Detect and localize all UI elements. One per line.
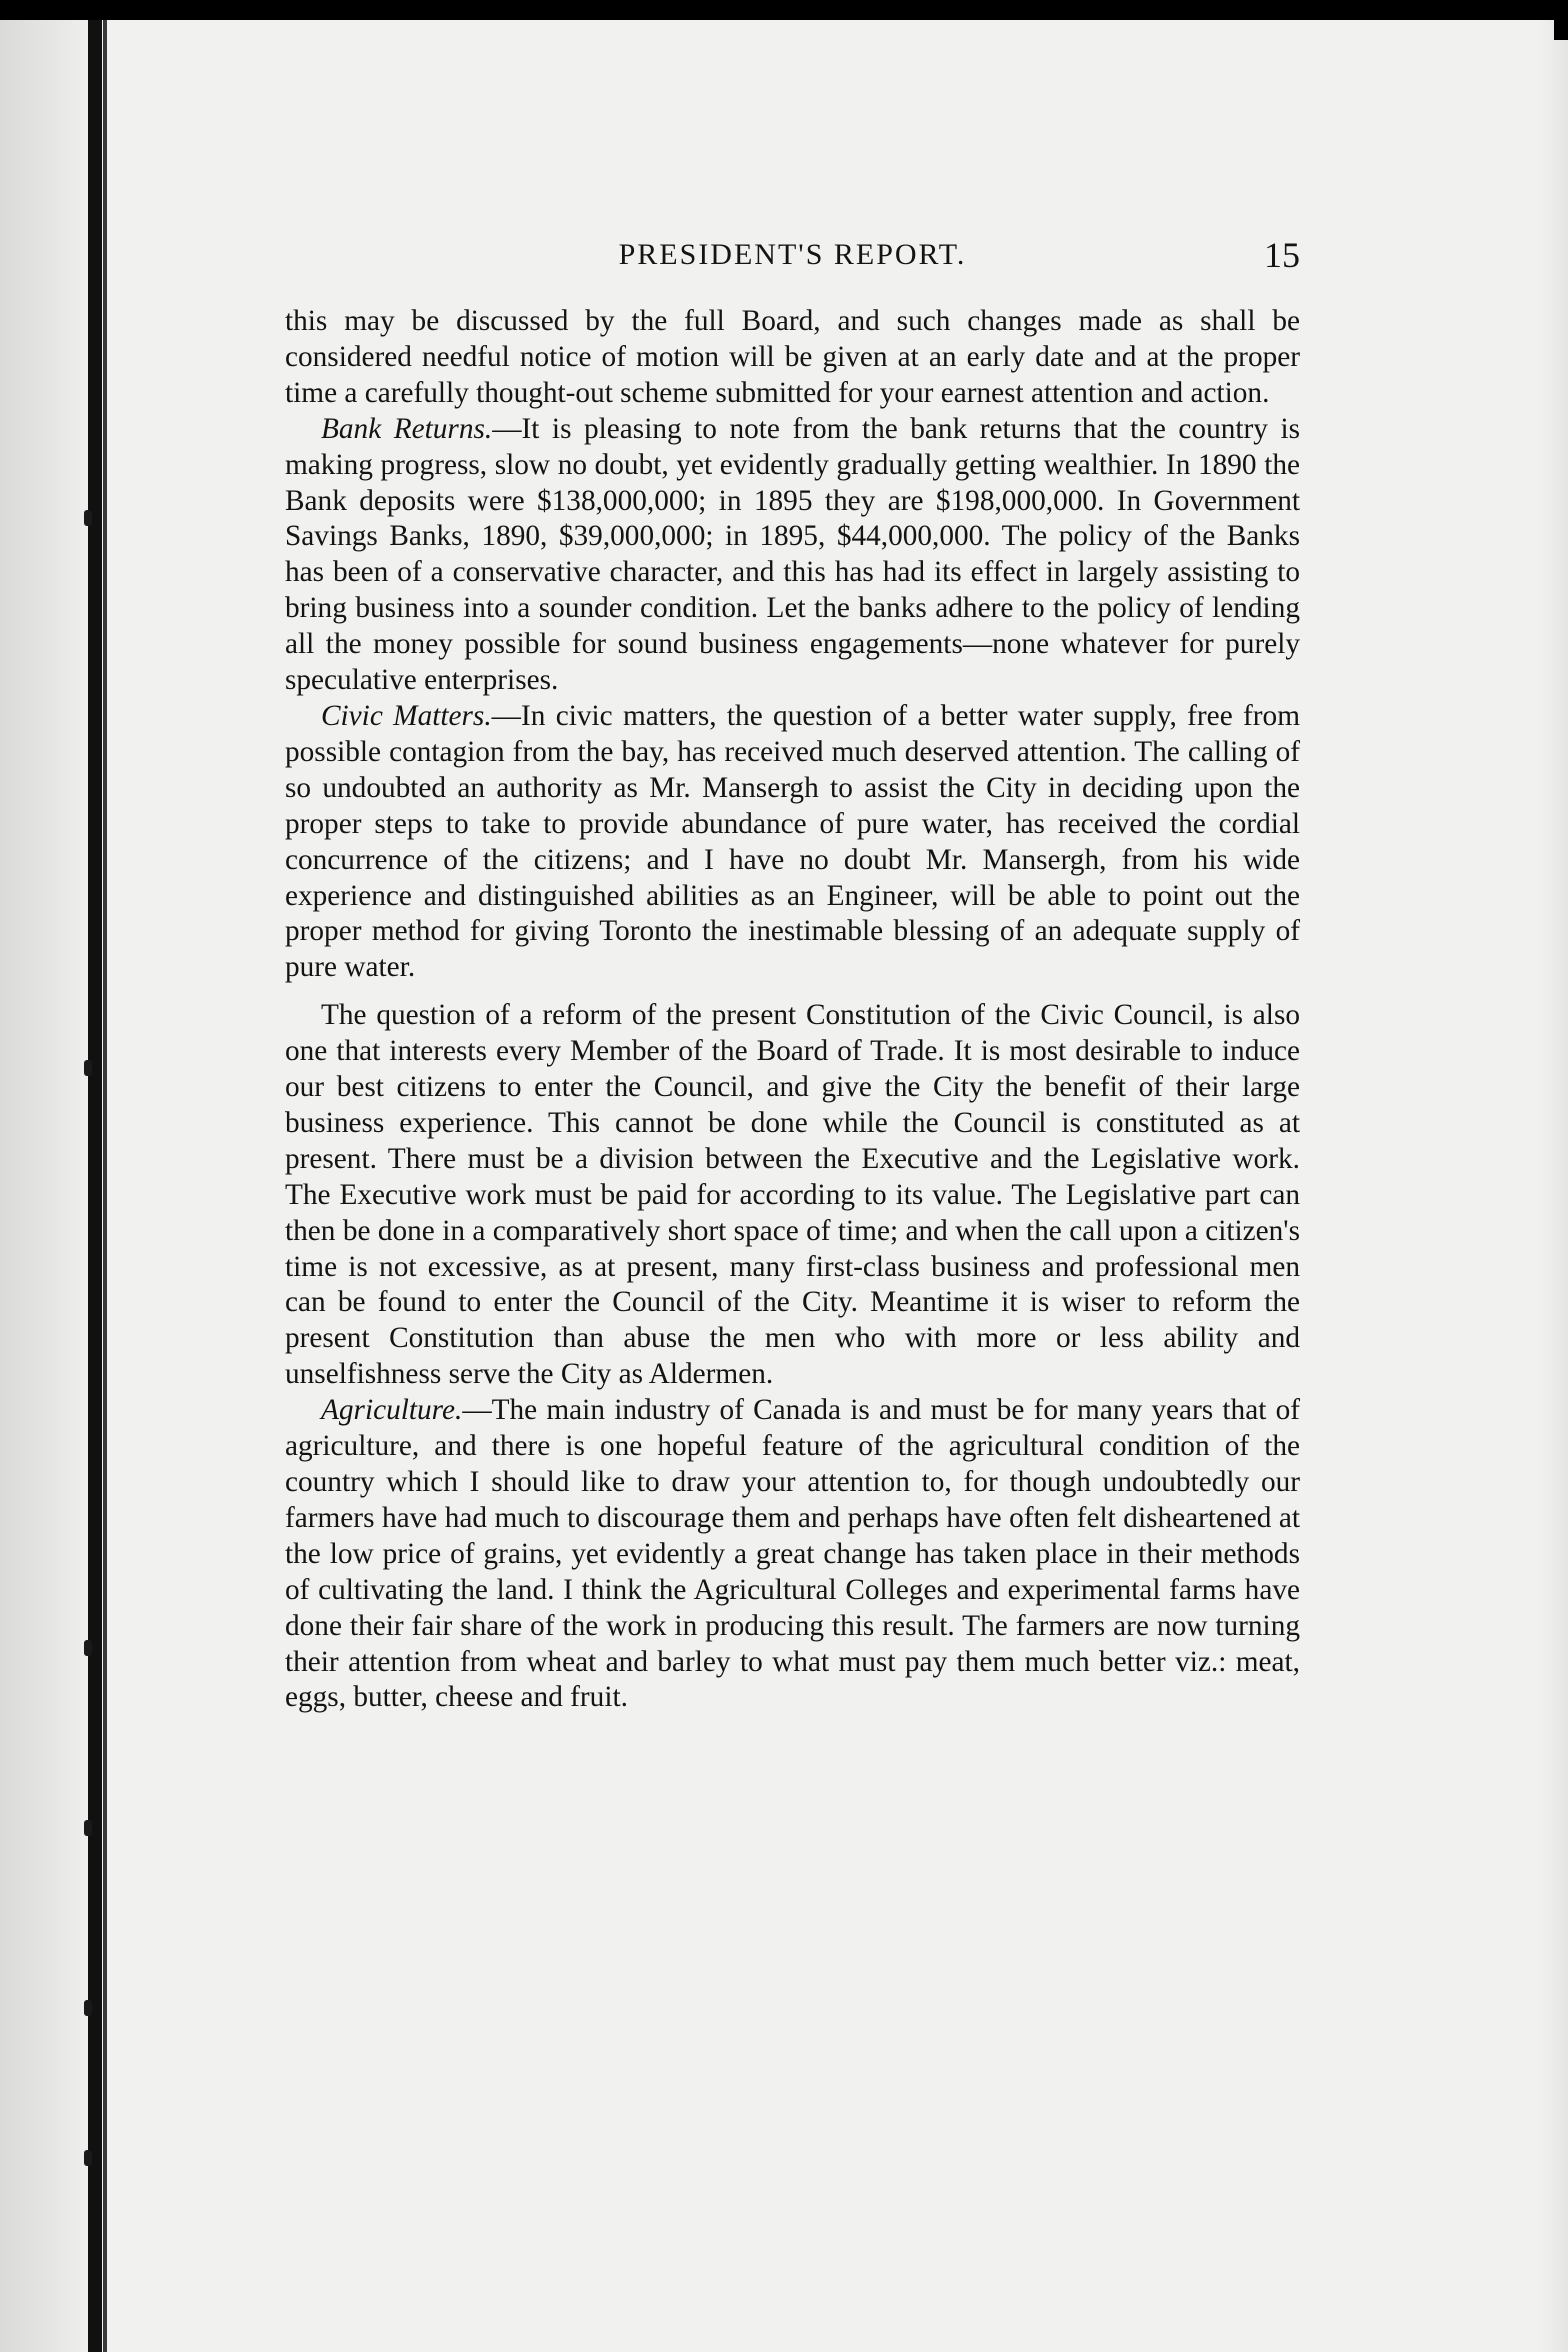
- margin-mark: [84, 1820, 92, 1836]
- body-text: [285, 304, 1300, 1716]
- margin-mark: [84, 2150, 92, 2166]
- margin-mark: [84, 1640, 92, 1656]
- page-right-edge: [1538, 20, 1568, 2352]
- running-head-title: PRESIDENT'S REPORT.: [618, 238, 967, 271]
- binding-edge-inner: [103, 20, 107, 2352]
- margin-mark: [84, 1060, 92, 1076]
- scan-top-border: [0, 0, 1568, 20]
- running-head: [285, 235, 1300, 288]
- section-heading-agriculture: Agriculture.: [321, 1394, 463, 1427]
- paragraph-text: —The main industry of Canada is and must be for many years that of agriculture, and there is one hopeful feature of the agricultural condition of the country which I should like to draw your attention to, for though undoubtedly our farmers have had much to discourage them and perhaps have often felt disheartened at the low price of grains, yet evidently a great change has taken place in their methods of cultivating the land. I think the Agricultural Colleges and experimental farms have done their fair share of the work in producing this result. The farmers are now turning their attention from wheat and barley to what must pay them much better viz.: meat, eggs, butter, cheese and fruit.: [285, 1394, 1300, 1714]
- paragraph-bank-returns: [285, 412, 1300, 699]
- paragraph-council-reform: [285, 998, 1300, 1393]
- binding-shadow: [0, 20, 88, 2352]
- section-heading-bank-returns: Bank Returns.: [321, 412, 493, 445]
- paragraph-text: —It is pleasing to note from the bank returns that the country is making progress, slow no doubt, yet evidently gradually getting wealthier. In 1890 the Bank deposits were $138,000,000; in 1895 they are $198,000,000. In Government Savings Banks, 1890, $39,000,000; in 1895, $44,000,000. The policy of the Banks has been of a conservative character, and this has had its effect in largely assisting to bring business into a sounder condition. Let the banks adhere to the policy of lending all the money possible for sound business engagements—none whatever for purely speculative enterprises.: [285, 412, 1300, 697]
- paragraph-text: The question of a reform of the present Constitution of the Civic Council, is also one that interests every Member of the Board of Trade. It is most desirable to induce our best citizens to enter the Council, and give the City the benefit of their large business experience. This cannot be done while the Council is constituted as at present. There must be a division between the Executive and the Legislative work. The Executive work must be paid for according to its value. The Legislative part can then be done in a comparatively short space of time; and when the call upon a citizen's time is not excessive, as at present, many first-class business and professional men can be found to enter the Council of the City. Meantime it is wiser to reform the present Constitution than abuse the men who with more or less ability and unselfishness serve the City as Aldermen.: [285, 999, 1300, 1391]
- margin-mark: [84, 510, 92, 526]
- margin-mark: [84, 2000, 92, 2016]
- paragraph-text: this may be discussed by the full Board, and such changes made as shall be considered needful notice of motion will be given at an early date and at the proper time a carefully thought-out scheme submitted for your earnest attention and action.: [285, 305, 1300, 409]
- page-number: 15: [1264, 235, 1300, 275]
- paragraph-civic-matters: [285, 699, 1300, 986]
- paragraph-continued: [285, 304, 1300, 412]
- paragraph-text: —In civic matters, the question of a better water supply, free from possible contagion from the bay, has received much deserved attention. The calling of so undoubted an authority as Mr. Mansergh to assist the City in deciding upon the proper steps to take to provide abundance of pure water, has received the cordial concurrence of the citizens; and I have no doubt Mr. Mansergh, from his wide experience and distinguished abilities as an Engineer, will be able to point out the proper method for giving Toronto the inestimable blessing of an adequate supply of pure water.: [285, 699, 1300, 984]
- section-heading-civic-matters: Civic Matters.: [321, 699, 492, 732]
- paragraph-agriculture: [285, 1393, 1300, 1716]
